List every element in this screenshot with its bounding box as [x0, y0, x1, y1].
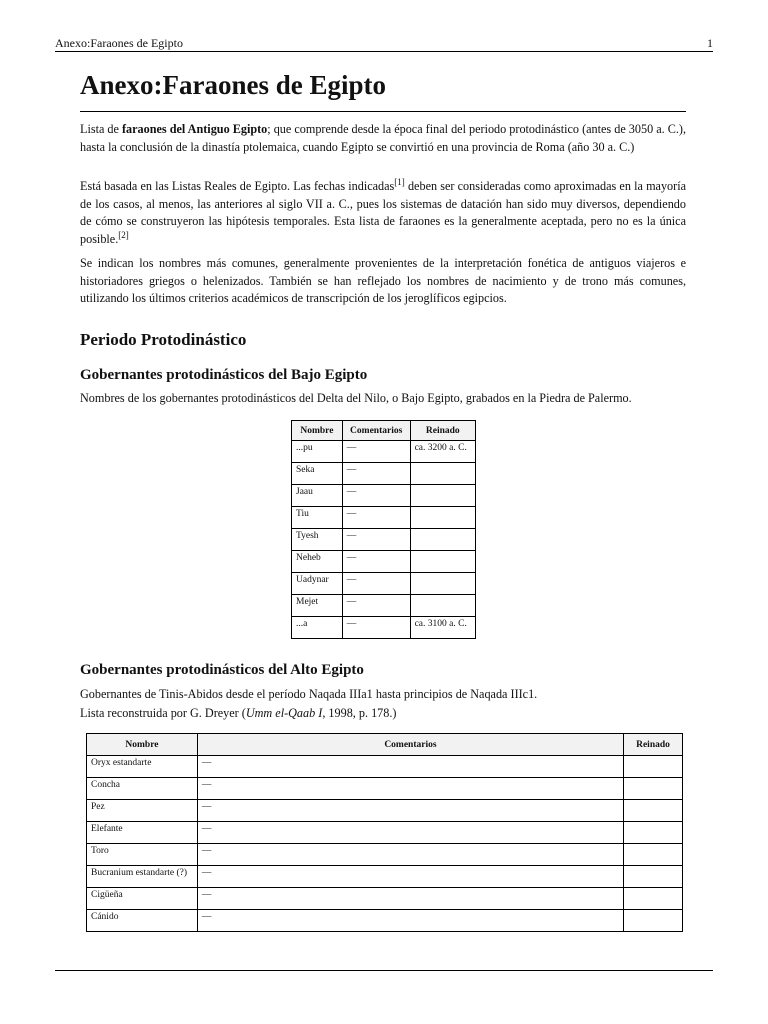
cell-reinado	[410, 551, 475, 573]
cell-nombre[interactable]: Pez	[87, 800, 198, 822]
table-row	[292, 507, 476, 529]
column-header: Comentarios	[197, 734, 623, 756]
cell-comentarios: —	[197, 844, 623, 866]
alto-desc2-italic-link[interactable]: Umm el-Qaab I	[245, 706, 323, 720]
cell-comentarios: —	[342, 441, 410, 463]
cell-reinado	[410, 529, 475, 551]
cell-nombre[interactable]: Cánido	[87, 910, 198, 932]
subsection-heading-bajo: Gobernantes protodinásticos del Bajo Egipto	[80, 367, 368, 383]
cell-nombre[interactable]: Concha	[87, 778, 198, 800]
intro-p1-pre: Lista de	[80, 122, 122, 136]
intro-p1-post: ; que comprende desde la época final del periodo protodinástico (antes de 3050 a. C.), hasta la conclusión de la dinastía ptolemaica, cuando Egipto se convirtió en una provincia de Roma (año 30 a. C.)	[80, 122, 687, 154]
table-row	[87, 800, 683, 822]
intro-p1-bold-link[interactable]: faraones del Antiguo Egipto	[121, 122, 268, 136]
table-row	[292, 573, 476, 595]
reference-1[interactable]: [1]	[394, 177, 405, 187]
alto-desc2-pre: Lista reconstruida por G. Dreyer (	[80, 706, 246, 720]
column-header: Nombre	[87, 734, 198, 756]
cell-reinado	[624, 866, 683, 888]
footer-divider	[55, 970, 713, 971]
cell-nombre[interactable]: Cigüeña	[87, 888, 198, 910]
table-row	[87, 910, 683, 932]
cell-comentarios: —	[342, 485, 410, 507]
cell-reinado	[624, 910, 683, 932]
cell-comentarios: —	[197, 756, 623, 778]
cell-nombre[interactable]: Jaau	[292, 485, 343, 507]
bajo-table	[291, 420, 476, 639]
cell-reinado	[624, 844, 683, 866]
cell-reinado	[410, 595, 475, 617]
cell-nombre[interactable]: Tiu	[292, 507, 343, 529]
table-row	[292, 617, 476, 639]
column-header: Reinado	[410, 421, 475, 441]
table-row	[292, 551, 476, 573]
column-header: Comentarios	[342, 421, 410, 441]
cell-comentarios: —	[342, 507, 410, 529]
cell-nombre[interactable]: Tyesh	[292, 529, 343, 551]
cell-comentarios: —	[342, 551, 410, 573]
table-header-row	[87, 734, 683, 756]
cell-reinado	[624, 756, 683, 778]
table-row	[292, 529, 476, 551]
table-row	[292, 595, 476, 617]
table-header-row	[292, 421, 476, 441]
cell-comentarios: —	[197, 910, 623, 932]
table-row	[87, 866, 683, 888]
cell-nombre[interactable]: Seka	[292, 463, 343, 485]
column-header: Nombre	[292, 421, 343, 441]
alto-description-2	[80, 705, 686, 723]
table-row	[292, 441, 476, 463]
running-header-title: Anexo:Faraones de Egipto	[55, 36, 183, 50]
cell-reinado	[624, 888, 683, 910]
intro-paragraph-3: Se indican los nombres más comunes, generalmente provenientes de la interpretación fonética de antiguos viajeros e historiadores griegos o helenizados. También se han reflejado los nombres de nacimiento y de trono más comunes, utilizando los últimos criterios académicos de transcripción de los jeroglíficos egipcios.	[80, 256, 686, 305]
cell-reinado	[624, 778, 683, 800]
cell-comentarios: —	[342, 595, 410, 617]
cell-nombre[interactable]: Neheb	[292, 551, 343, 573]
cell-reinado: ca. 3200 a. C.	[410, 441, 475, 463]
bajo-description: Nombres de los gobernantes protodinásticos del Delta del Nilo, o Bajo Egipto, grabados en la Piedra de Palermo.	[80, 391, 632, 405]
cell-nombre[interactable]: Oryx estandarte	[87, 756, 198, 778]
cell-comentarios: —	[342, 529, 410, 551]
cell-reinado	[624, 822, 683, 844]
reference-2[interactable]: [2]	[118, 229, 129, 240]
cell-nombre[interactable]: Elefante	[87, 822, 198, 844]
cell-nombre[interactable]: Toro	[87, 844, 198, 866]
cell-comentarios: —	[197, 800, 623, 822]
cell-comentarios: —	[342, 617, 410, 639]
cell-reinado	[410, 507, 475, 529]
subsection-heading-alto: Gobernantes protodinásticos del Alto Egipto	[80, 662, 364, 678]
cell-comentarios: —	[342, 463, 410, 485]
table-row	[87, 778, 683, 800]
cell-nombre[interactable]: Uadynar	[292, 573, 343, 595]
table-row	[87, 888, 683, 910]
intro-paragraph-1	[80, 121, 686, 156]
cell-reinado	[410, 485, 475, 507]
page-title: Anexo:Faraones de Egipto	[80, 70, 686, 112]
running-header	[55, 34, 713, 52]
table-row	[87, 822, 683, 844]
table-row	[87, 756, 683, 778]
cell-reinado	[410, 463, 475, 485]
cell-comentarios: —	[197, 866, 623, 888]
cell-reinado: ca. 3100 a. C.	[410, 617, 475, 639]
cell-comentarios: —	[197, 778, 623, 800]
section-heading-periodo: Periodo Protodinástico	[80, 330, 247, 349]
alto-table	[86, 733, 683, 932]
page-number: 1	[707, 36, 713, 50]
table-row	[292, 485, 476, 507]
cell-comentarios: —	[342, 573, 410, 595]
cell-comentarios: —	[197, 822, 623, 844]
cell-nombre[interactable]: Bucranium estandarte (?)	[87, 866, 198, 888]
table-row	[292, 463, 476, 485]
table-row	[87, 844, 683, 866]
intro-paragraph-2	[80, 178, 686, 248]
cell-nombre[interactable]: ...pu	[292, 441, 343, 463]
cell-nombre[interactable]: ...a	[292, 617, 343, 639]
cell-reinado	[410, 573, 475, 595]
cell-comentarios: —	[197, 888, 623, 910]
column-header: Reinado	[624, 734, 683, 756]
intro-p2-b: deben ser consideradas como aproximadas en la mayoría de los casos, al menos, las anteriores al siglo VII a. C., pues los sistemas de datación han sido muy diversos, dependiendo de cómo se construyeron las hipótesis temporales. Esta lista de faraones es la generalmente aceptada, pero no es la única posible.	[80, 179, 686, 246]
alto-description-1: Gobernantes de Tinis-Abidos desde el período Naqada IIIa1 hasta principios de Naqada IIIc1.	[80, 687, 538, 701]
cell-nombre[interactable]: Mejet	[292, 595, 343, 617]
intro-p2-a: Está basada en las Listas Reales de Egipto. Las fechas indicadas	[80, 179, 395, 193]
cell-reinado	[624, 800, 683, 822]
alto-desc2-post: , 1998, p. 178.)	[322, 706, 397, 720]
